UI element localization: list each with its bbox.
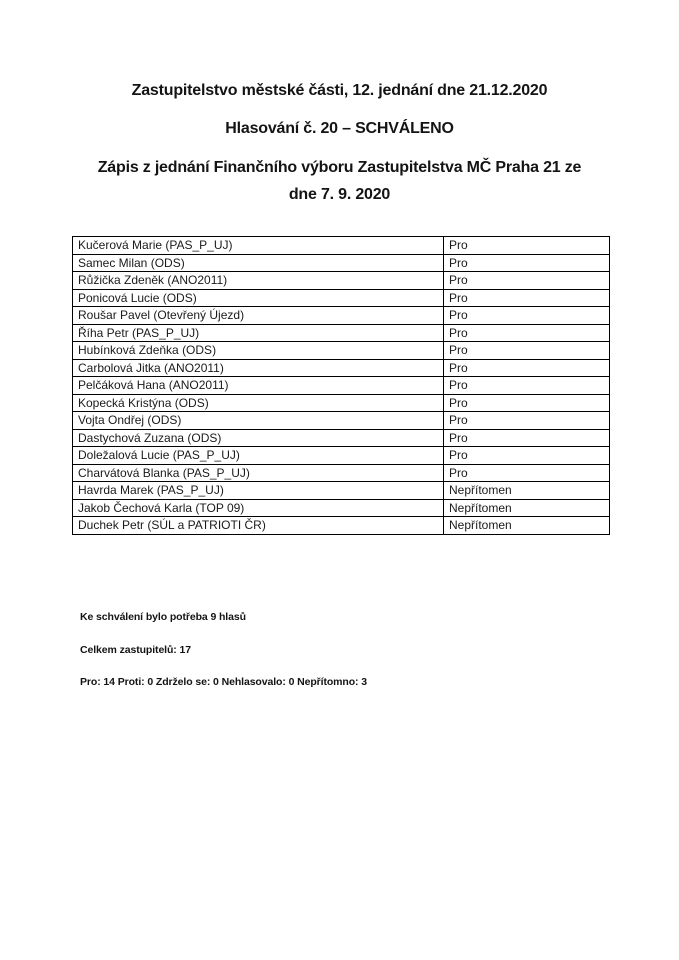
vote-value-cell: Pro (444, 377, 610, 395)
vote-table-row (73, 359, 610, 377)
member-name-cell: Ponicová Lucie (ODS) (73, 289, 444, 307)
member-name-cell: Charvátová Blanka (PAS_P_UJ) (73, 464, 444, 482)
member-name-cell: Duchek Petr (SÚL a PATRIOTI ČR) (73, 517, 444, 535)
vote-table-row (73, 412, 610, 430)
member-name-cell: Růžička Zdeněk (ANO2011) (73, 272, 444, 290)
total-members-note: Celkem zastupitelů: 17 (80, 644, 192, 656)
quorum-note: Ke schválení bylo potřeba 9 hlasů (80, 611, 246, 623)
vote-value-cell: Pro (444, 237, 610, 255)
member-name-cell: Roušar Pavel (Otevřený Újezd) (73, 307, 444, 325)
vote-table-row (73, 324, 610, 342)
vote-table-row (73, 342, 610, 360)
member-name-cell: Havrda Marek (PAS_P_UJ) (73, 482, 444, 500)
vote-value-cell: Pro (444, 342, 610, 360)
vote-table-row (73, 394, 610, 412)
vote-counts-note: Pro: 14 Proti: 0 Zdrželo se: 0 Nehlasovalo: 0 Nepřítomno: 3 (80, 676, 367, 688)
vote-value-cell: Nepřítomen (444, 499, 610, 517)
member-name-cell: Pelčáková Hana (ANO2011) (73, 377, 444, 395)
vote-value-cell: Nepřítomen (444, 517, 610, 535)
vote-table-body (73, 237, 610, 535)
vote-value-cell: Pro (444, 429, 610, 447)
vote-value-cell: Pro (444, 324, 610, 342)
member-name-cell: Dastychová Zuzana (ODS) (73, 429, 444, 447)
vote-value-cell: Pro (444, 272, 610, 290)
vote-table-row (73, 254, 610, 272)
member-name-cell: Jakob Čechová Karla (TOP 09) (73, 499, 444, 517)
subject-title-line1: Zápis z jednání Finančního výboru Zastupitelstva MČ Praha 21 ze (97, 159, 582, 176)
vote-value-cell: Pro (444, 412, 610, 430)
vote-result-title: Hlasování č. 20 – SCHVÁLENO (225, 120, 454, 137)
vote-value-cell: Pro (444, 307, 610, 325)
vote-value-cell: Pro (444, 447, 610, 465)
vote-table-row (73, 429, 610, 447)
vote-table-row (73, 447, 610, 465)
member-name-cell: Kučerová Marie (PAS_P_UJ) (73, 237, 444, 255)
vote-table-row (73, 377, 610, 395)
member-name-cell: Samec Milan (ODS) (73, 254, 444, 272)
vote-table-row (73, 272, 610, 290)
vote-table-row (73, 307, 610, 325)
vote-value-cell: Pro (444, 464, 610, 482)
vote-table-row (73, 464, 610, 482)
member-name-cell: Říha Petr (PAS_P_UJ) (73, 324, 444, 342)
vote-table-row (73, 517, 610, 535)
vote-value-cell: Pro (444, 359, 610, 377)
vote-table-row (73, 499, 610, 517)
member-name-cell: Kopecká Kristýna (ODS) (73, 394, 444, 412)
vote-value-cell: Pro (444, 289, 610, 307)
member-name-cell: Carbolová Jitka (ANO2011) (73, 359, 444, 377)
vote-value-cell: Nepřítomen (444, 482, 610, 500)
meeting-title: Zastupitelstvo městské části, 12. jednání dne 21.12.2020 (131, 82, 548, 99)
vote-value-cell: Pro (444, 254, 610, 272)
member-name-cell: Hubínková Zdeňka (ODS) (73, 342, 444, 360)
vote-table-row (73, 289, 610, 307)
subject-title-line2: dne 7. 9. 2020 (288, 186, 391, 203)
vote-value-cell: Pro (444, 394, 610, 412)
member-name-cell: Vojta Ondřej (ODS) (73, 412, 444, 430)
vote-table-row (73, 482, 610, 500)
vote-table (72, 236, 610, 535)
vote-table-row (73, 237, 610, 255)
member-name-cell: Doležalová Lucie (PAS_P_UJ) (73, 447, 444, 465)
